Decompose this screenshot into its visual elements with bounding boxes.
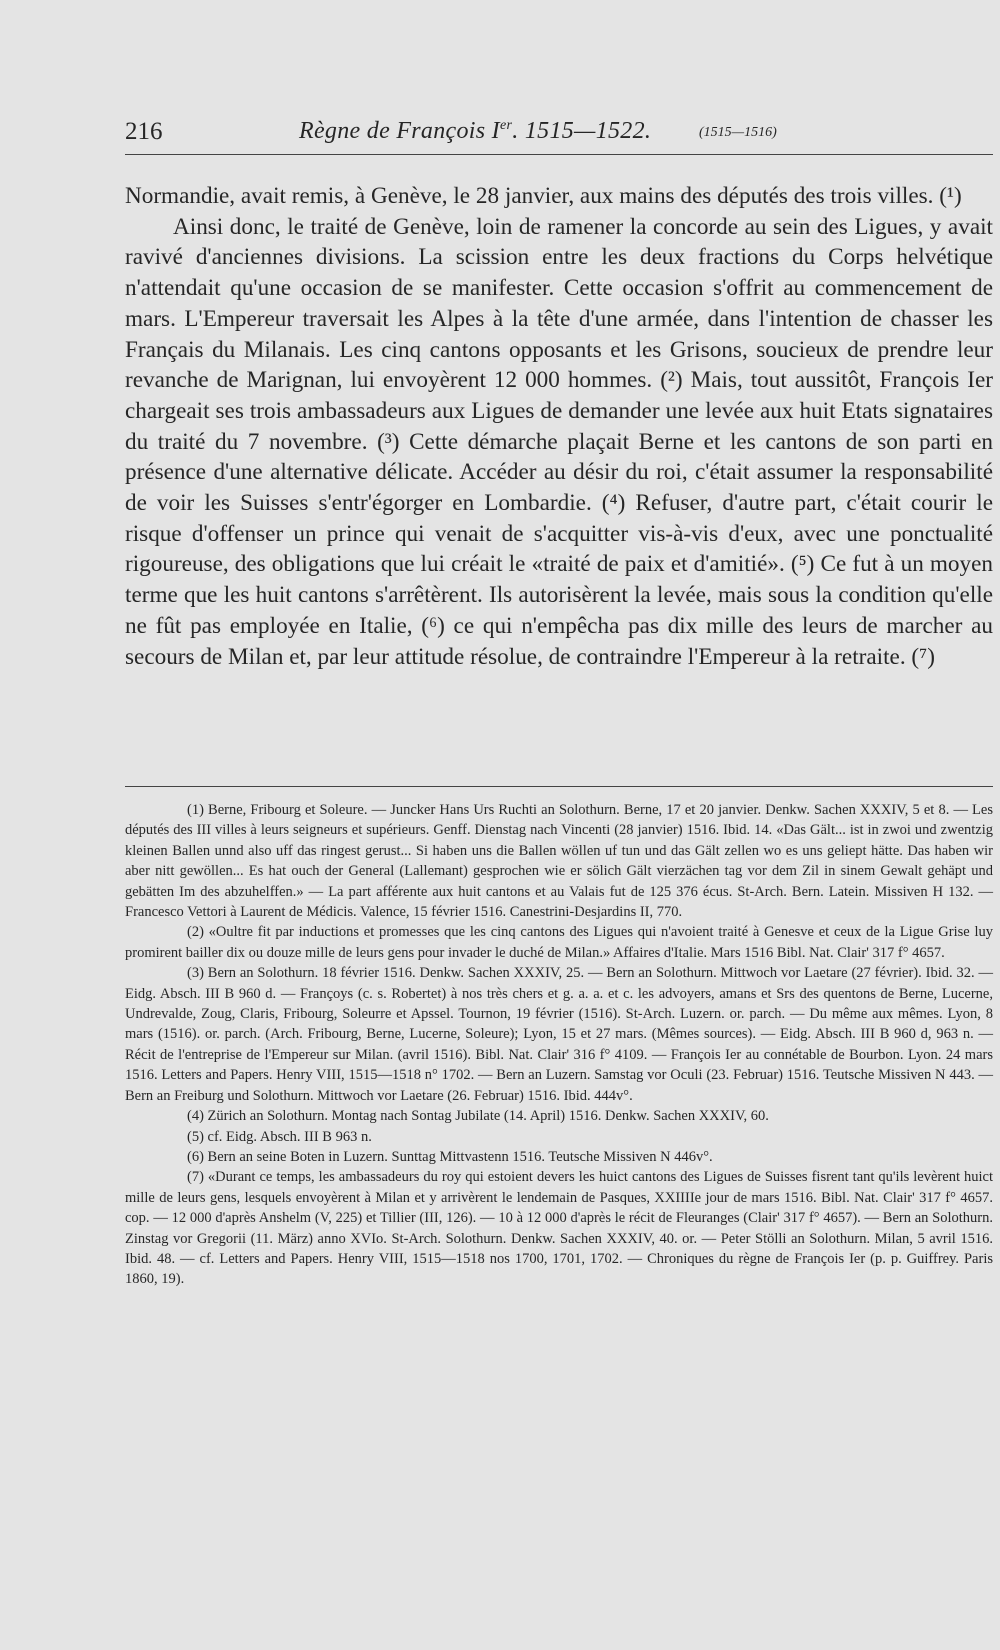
footnote-3: (3) Bern an Solothurn. 18 février 1516. Denkw. Sachen XXXIV, 25. — Bern an Solothurn. Mittwoch vor Laetare (27 février). Ibid. 32. — Eidg. Absch. III B 960 d. — Françoys (c. s. Robertet) à nos très chers et g. a. a. et c. les advoyers, amans et Srs des quentons de Berne, Lucerne, Undrevalde, Zoug, Claris, Fribourg, Soleurre et Apssel. Tournon, 19 février (1516). St-Arch. Luzern. or. parch. — Du même aux mêmes. Lyon, 8 mars (1516). or. parch. (Arch. Fribourg, Berne, Lucerne, Soleure); Lyon, 15 et 27 mars. (Mêmes sources). — Eidg. Absch. III B 960 d, 963 n. — Récit de l'entreprise de l'Empereur sur Milan. (avril 1516). Bibl. Nat. Clair' 316 f° 4109. — François Ier au connétable de Bourbon. Lyon. 24 mars 1516. Letters and Papers. Henry VIII, 1515—1518 n° 1702. — Bern an Luzern. Samstag vor Oculi (23. Februar) 1516. Teutsche Missiven N 443. — Bern an Freiburg und Solothurn. Mittwoch vor Laetare (26. Februar) 1516. Ibid. 444v°.	[125, 965, 993, 1104]
footnote-7: (7) «Durant ce temps, les ambassadeurs du roy qui estoient devers les huict cantons des Ligues de Suisses fisrent tant qu'ils levèrent huict mille de leurs gens, lesquels envoyèrent à Milan et y arrivèrent le lendemain de Pasques, XXIIIIe jour de mars 1516. Bibl. Nat. Clair' 317 f° 4657. cop. — 12 000 d'après Anshelm (V, 225) et Tillier (III, 126). — 10 à 12 000 d'après le récit de Fleuranges (Clair' 317 f° 4657). — Bern an Solothurn. Zinstag vor Gregorii (11. März) anno XVIo. St-Arch. Solothurn. Denkw. Sachen XXXIV, 40. or. — Peter Stölli an Solothurn. Milan, 5 avril 1516. Ibid. 48. — cf. Letters and Papers. Henry VIII, 1515—1518 nos 1700, 1701, 1702. — Chroniques du règne de François Ier (p. p. Guiffrey. Paris 1860, 19).	[125, 1169, 993, 1288]
footnote-1: (1) Berne, Fribourg et Soleure. — Juncker Hans Urs Ruchti an Solothurn. Berne, 17 et 20 janvier. Denkw. Sachen XXXIV, 5 et 8. — Les députés des III villes à leurs seigneurs et supérieurs. Genff. Dienstag nach Vincenti (28 janvier) 1516. Ibid. 14. «Das Gält... ist in zwoi und zwentzig kleinen Ballen unnd also uff das ringest gerust... Si haben uns die Ballen wöllen uf tun und das Gält zellen wo es uns geliept hätte. Das haben wir aber nitt gewöllen... Es hat ouch der General (Lallemant) gesprochen wie er sölich Gält vierzächen tag vor dem Zil in sinem Gewalt gehäpt und gebätten Im des abzuhelffen.» — La part afférente aux huit cantons et au Valais fut de 125 376 écus. St-Arch. Bern. Latein. Missiven H 132. — Francesco Vettori à Laurent de Médicis. Valence, 15 février 1516. Canestrini-Desjardins II, 770.	[125, 802, 993, 921]
paragraph-1: Normandie, avait remis, à Genève, le 28 janvier, aux mains des députés des trois villes. (¹)	[125, 183, 962, 209]
page-header	[125, 118, 993, 155]
paragraph-2: Ainsi donc, le traité de Genève, loin de ramener la concorde au sein des Ligues, y avait ravivé d'anciennes divisions. La scission entre les deux fractions du Corps helvétique n'attendait qu'une occasion de se manifester. Cette occasion s'offrit au commencement de mars. L'Empereur traversait les Alpes à la tête d'une armée, dans l'intention de chasser les Français du Milanais. Les cinq cantons opposants et les Grisons, soucieux de prendre leur revanche de Marignan, lui envoyèrent 12 000 hommes. (²) Mais, tout aussitôt, François Ier chargeait ses trois ambassadeurs aux Ligues de demander une levée aux huit Etats signataires du traité du 7 novembre. (³) Cette démarche plaçait Berne et les cantons de son parti en présence d'une alternative délicate. Accéder au désir du roi, c'était assumer la responsabilité de voir les Suisses s'entr'égorger en Lombardie. (⁴) Refuser, d'autre part, c'était courir le risque d'offenser un prince qui venait de s'acquitter vis-à-vis d'eux, avec une ponctualité rigoureuse, des obligations que lui créait le «traité de paix et d'amitié». (⁵) Ce fut à un moyen terme que les huit cantons s'arrêtèrent. Ils autorisèrent la levée, mais sous la condition qu'elle ne fût pas employée en Italie, (⁶) ce qui n'empêcha pas dix mille des leurs de marcher au secours de Milan et, par leur attitude résolue, de contraindre l'Empereur à la retraite. (⁷)	[125, 213, 993, 670]
footnote-divider	[125, 786, 993, 787]
running-title-superscript: er	[499, 118, 513, 133]
running-title	[299, 118, 651, 145]
date-range: (1515—1516)	[699, 125, 777, 140]
page-number: 216	[125, 118, 163, 145]
footnote-5: (5) cf. Eidg. Absch. III B 963 n.	[187, 1128, 372, 1145]
running-title-years: . 1515—1522.	[512, 118, 652, 144]
footnote-6: (6) Bern an seine Boten in Luzern. Sunttag Mittvastenn 1516. Teutsche Missiven N 446v°.	[187, 1148, 713, 1165]
running-title-main: Règne de François I	[299, 118, 500, 144]
footnote-4: (4) Zürich an Solothurn. Montag nach Sontag Jubilate (14. April) 1516. Denkw. Sachen XXXIV, 60.	[187, 1108, 769, 1125]
main-text	[125, 181, 993, 672]
footnote-2: (2) «Oultre fit par inductions et promesses que les cinq cantons des Ligues qui n'avoient traité à Genesve et ceux de la Ligue Grise luy promirent bailler dix ou douze mille de leurs gens pour invader le duché de Milan.» Affaires d'Italie. Mars 1516 Bibl. Nat. Clair' 317 f° 4657.	[125, 924, 993, 961]
footnotes	[125, 800, 993, 1290]
